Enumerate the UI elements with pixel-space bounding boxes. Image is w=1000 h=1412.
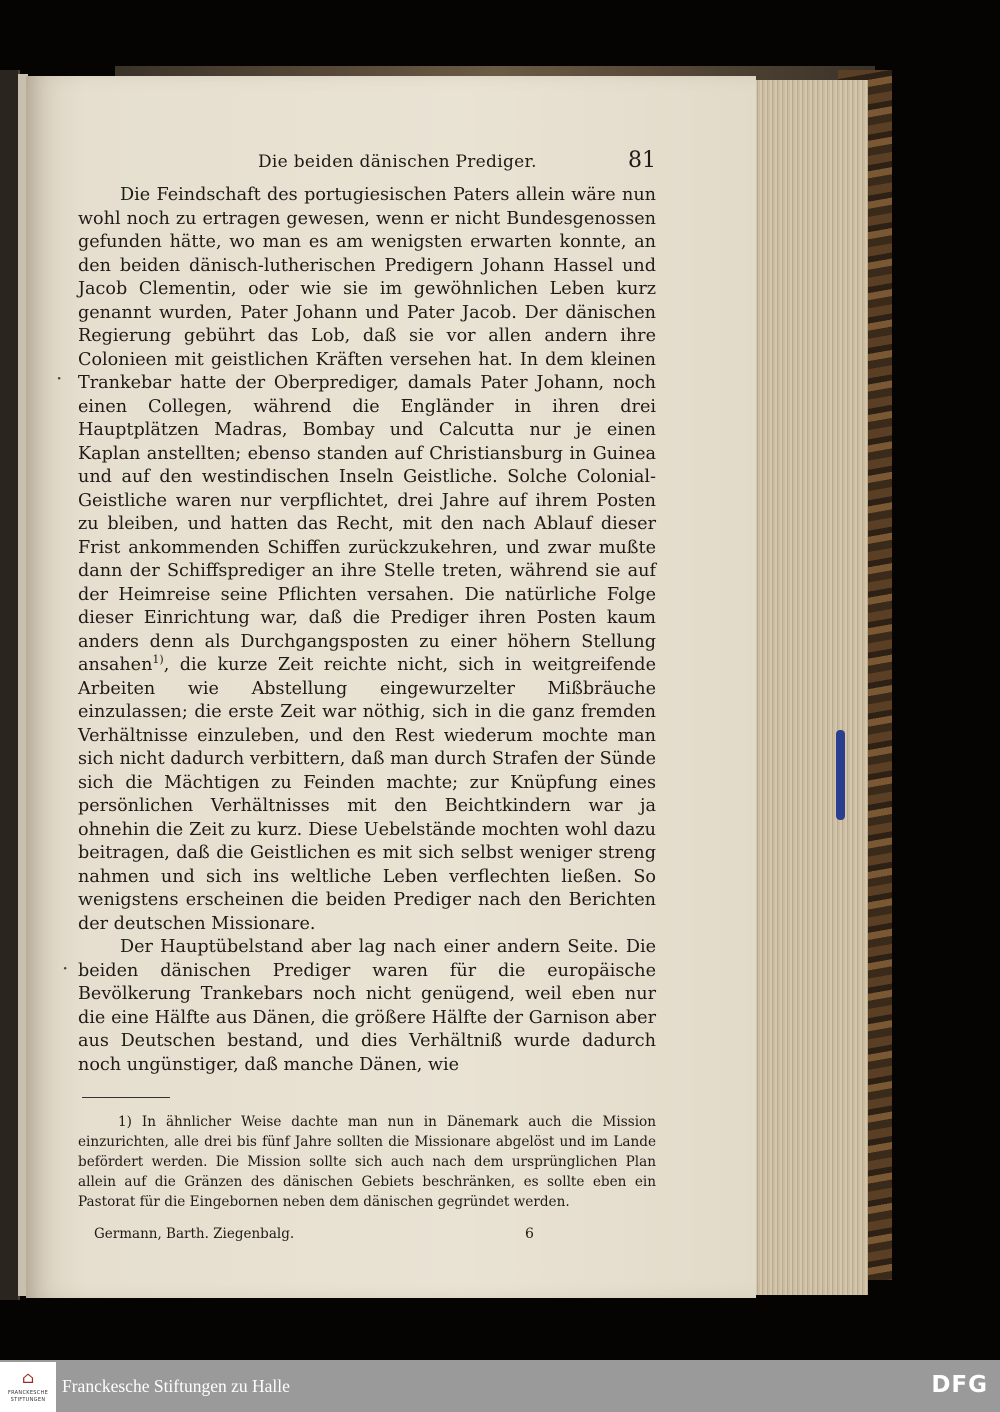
logo-text-line: FRANCKESCHE	[7, 1390, 49, 1396]
page-header	[78, 148, 656, 184]
margin-mark: ·	[56, 366, 63, 390]
footnote-rule	[82, 1097, 170, 1098]
page-number: 81	[628, 148, 656, 173]
signature-sheet-number: 6	[525, 1226, 534, 1242]
book-page	[26, 76, 756, 1298]
franckesche-logo[interactable]	[0, 1362, 56, 1412]
running-head: Die beiden dänischen Prediger.	[258, 152, 537, 172]
institution-link[interactable]: Franckesche Stiftungen zu Halle	[62, 1376, 290, 1396]
signature-author: Germann, Barth. Ziegenbalg.	[94, 1226, 295, 1242]
page-content	[78, 148, 656, 1250]
page-block-edges	[748, 80, 868, 1295]
paragraph	[78, 184, 656, 936]
signature-line	[78, 1226, 656, 1250]
book-cover-left	[0, 70, 20, 1300]
body-text	[78, 184, 656, 1077]
building-icon: ⌂	[21, 1368, 35, 1387]
paragraph-text: Die Feindschaft des portugiesischen Paters allein wäre nun wohl noch zu ertragen gewesen, wenn er nicht Bundesgenossen gefunden hätte, wo man es am wenigsten erwarten konnte, an den beiden dänisch-lutherischen Predigern Johann Hassel und Jacob Clementin, oder wie sie im gewöhnlichen Leben kurz genannt wurden, Pater Johann und Pater Jacob. Der dänischen Regierung gebührt das Lob, daß sie vor allen andern ihre Colonieen mit geistlichen Kräften versehen hat. In dem kleinen Trankebar hatte der Oberprediger, damals Pater Johann, noch einen Collegen, während die Engländer in ihren drei Hauptplätzen Madras, Bombay und Calcutta nur je einen Kaplan anstellten; ebenso standen auf Christiansburg in Guinea und auf den westindischen Inseln Geistliche. Solche Colonial-Geistliche waren nur verpflichtet, drei Jahre auf ihrem Posten zu bleiben, und hatten das Recht, mit den nach Ablauf dieser Frist ankommenden Schiffen zurückzukehren, und zwar mußte dann der Schiffsprediger an ihre Stelle treten, während sie auf der Heimreise seine Pflichten versahen. Die natürliche Folge dieser Einrichtung war, daß die Prediger ihren Posten kaum anders denn als Durchgangsposten zu einer höhern Stellung ansahen	[78, 185, 656, 675]
bookmark-ribbon	[836, 730, 845, 820]
paragraph-text: , die kurze Zeit reichte nicht, sich in weitgreifende Arbeiten wie Abstellung eingewurzelter Mißbräuche einzulassen; die erste Zeit war nöthig, sich in die ganz fremden Verhältnisse einzuleben, und den Rest wiederum mochte man sich nicht dadurch verbittern, daß man durch Strafen der Sünde sich die Mächtigen zu Feinden machte; zur Knüpfung eines persönlichen Verhältnisses mit den Beichtkindern war ja ohnehin die Zeit zu kurz. Diese Uebelstände mochten wohl dazu beitragen, daß die Geistlichen es mit sich selbst weniger streng nahmen und sich ins weltliche Leben verflechten ließen. So wenigstens erscheinen die beiden Prediger nach den Berichten der deutschen Missionare.	[78, 655, 656, 934]
margin-mark: ·	[62, 956, 69, 980]
logo-text	[0, 1390, 56, 1404]
logo-text-line: STIFTUNGEN	[10, 1397, 46, 1403]
footnote: 1) In ähnlicher Weise dachte man nun in Dänemark auch die Mission einzurichten, alle drei bis fünf Jahre sollten die Missionare abgelöst und im Lande befördert werden. Die Mission sollte sich auch nach dem ursprünglichen Plan allein auf die Gränzen des dänischen Gebiets beschränken, es sollte eben ein Pastorat für die Eingebornen neben dem dänischen gegründet werden.	[78, 1114, 656, 1210]
paragraph: Der Hauptübelstand aber lag nach einer andern Seite. Die beiden dänischen Prediger waren für die europäische Bevölkerung Trankebars noch nicht genügend, weil eben nur die eine Hälfte aus Dänen, die größere Hälfte der Garnison aber aus Deutschen bestand, und dies Verhältniß wurde dadurch noch ungünstiger, daß manche Dänen, wie	[78, 937, 656, 1075]
dfg-logo[interactable]: DFG	[931, 1372, 988, 1398]
footnote-marker: 1)	[152, 653, 164, 667]
